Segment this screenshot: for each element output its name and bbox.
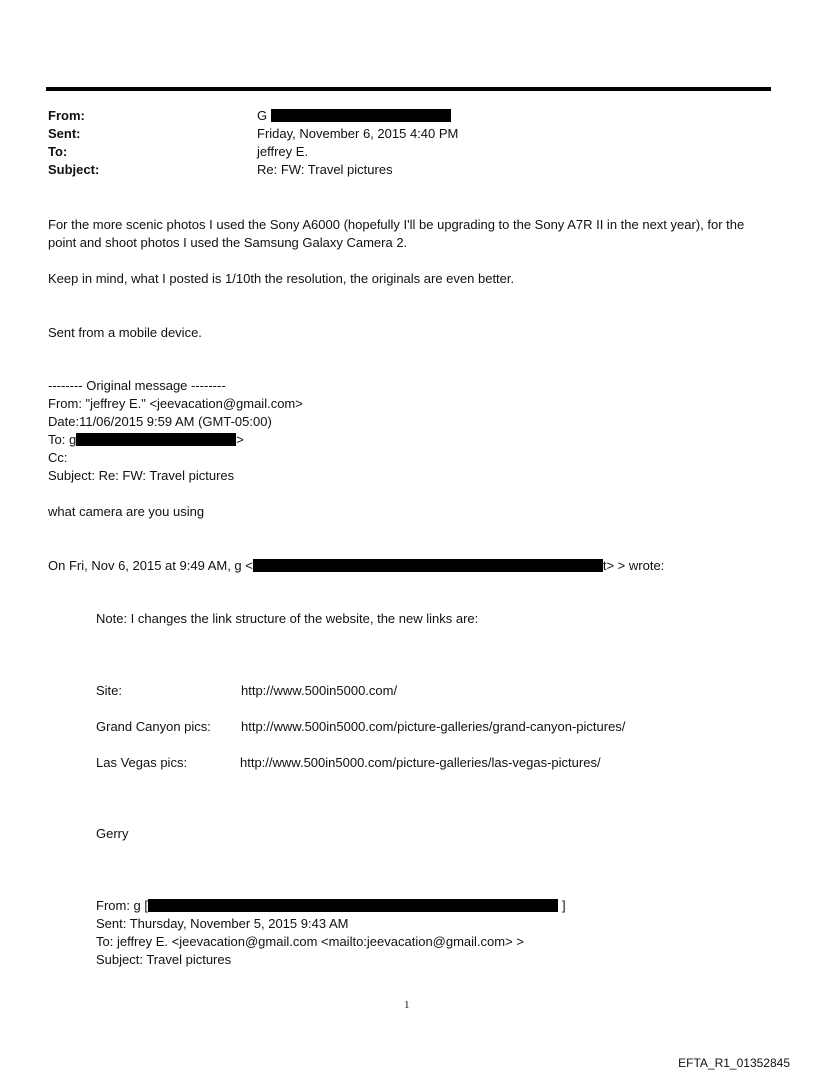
forwarded-subject: Subject: Travel pictures — [96, 952, 232, 967]
from-value — [257, 107, 451, 125]
quote-attribution — [48, 557, 664, 575]
quote-signature: Gerry — [96, 826, 129, 841]
original-cc: Cc: — [48, 450, 68, 465]
original-to — [48, 431, 244, 449]
header-rule — [46, 87, 771, 91]
link-label-site: Site: — [96, 683, 123, 698]
original-divider: -------- Original message -------- — [48, 378, 226, 393]
to-label: To: — [48, 144, 68, 159]
from-label: From: — [48, 108, 85, 123]
sent-label: Sent: — [48, 126, 81, 141]
original-to-suffix: > — [236, 432, 244, 447]
link-url-grand-canyon[interactable]: http://www.500in5000.com/picture-galleries/grand-canyon-pictures/ — [241, 719, 626, 734]
subject-value: Re: FW: Travel pictures — [257, 162, 393, 177]
link-label-grand-canyon: Grand Canyon pics: — [96, 719, 211, 734]
link-url-las-vegas[interactable]: http://www.500in5000.com/picture-galleries/las-vegas-pictures/ — [240, 755, 601, 770]
body-paragraph-line1: For the more scenic photos I used the Sony A6000 (hopefully I'll be upgrading to the Sony A7R II in the next year), for the — [48, 217, 745, 232]
body-paragraph-line2: point and shoot photos I used the Samsung Galaxy Camera 2. — [48, 235, 408, 250]
from-value-text: G — [257, 108, 268, 123]
original-to-prefix: To: g — [48, 432, 77, 447]
page-number: 1 — [404, 999, 410, 1011]
body-paragraph-2: Keep in mind, what I posted is 1/10th the resolution, the originals are even better. — [48, 271, 515, 286]
redaction-box — [148, 899, 558, 912]
forwarded-to: To: jeffrey E. <jeevacation@gmail.com <mailto:jeevacation@gmail.com> > — [96, 934, 524, 949]
quote-attribution-prefix: On Fri, Nov 6, 2015 at 9:49 AM, g < — [48, 558, 253, 573]
document-id: EFTA_R1_01352845 — [678, 1056, 790, 1070]
forwarded-from-prefix: From: g [ — [96, 898, 149, 913]
subject-label: Subject: — [48, 162, 100, 177]
original-subject: Subject: Re: FW: Travel pictures — [48, 468, 235, 483]
original-question: what camera are you using — [48, 504, 205, 519]
quote-attribution-suffix: t> > wrote: — [602, 558, 665, 573]
sent-value: Friday, November 6, 2015 4:40 PM — [257, 126, 459, 141]
original-date: Date:11/06/2015 9:59 AM (GMT-05:00) — [48, 414, 272, 429]
forwarded-from — [96, 897, 566, 915]
redaction-box — [271, 109, 451, 122]
to-value: jeffrey E. — [257, 144, 309, 159]
forwarded-from-suffix: ] — [562, 898, 566, 913]
link-url-site[interactable]: http://www.500in5000.com/ — [241, 683, 398, 698]
redaction-box — [76, 433, 236, 446]
redaction-box — [253, 559, 603, 572]
signature: Sent from a mobile device. — [48, 325, 202, 340]
link-label-las-vegas: Las Vegas pics: — [96, 755, 188, 770]
original-from: From: "jeffrey E." <jeevacation@gmail.com> — [48, 396, 303, 411]
forwarded-sent: Sent: Thursday, November 5, 2015 9:43 AM — [96, 916, 349, 931]
quote-note: Note: I changes the link structure of the website, the new links are: — [96, 611, 479, 626]
